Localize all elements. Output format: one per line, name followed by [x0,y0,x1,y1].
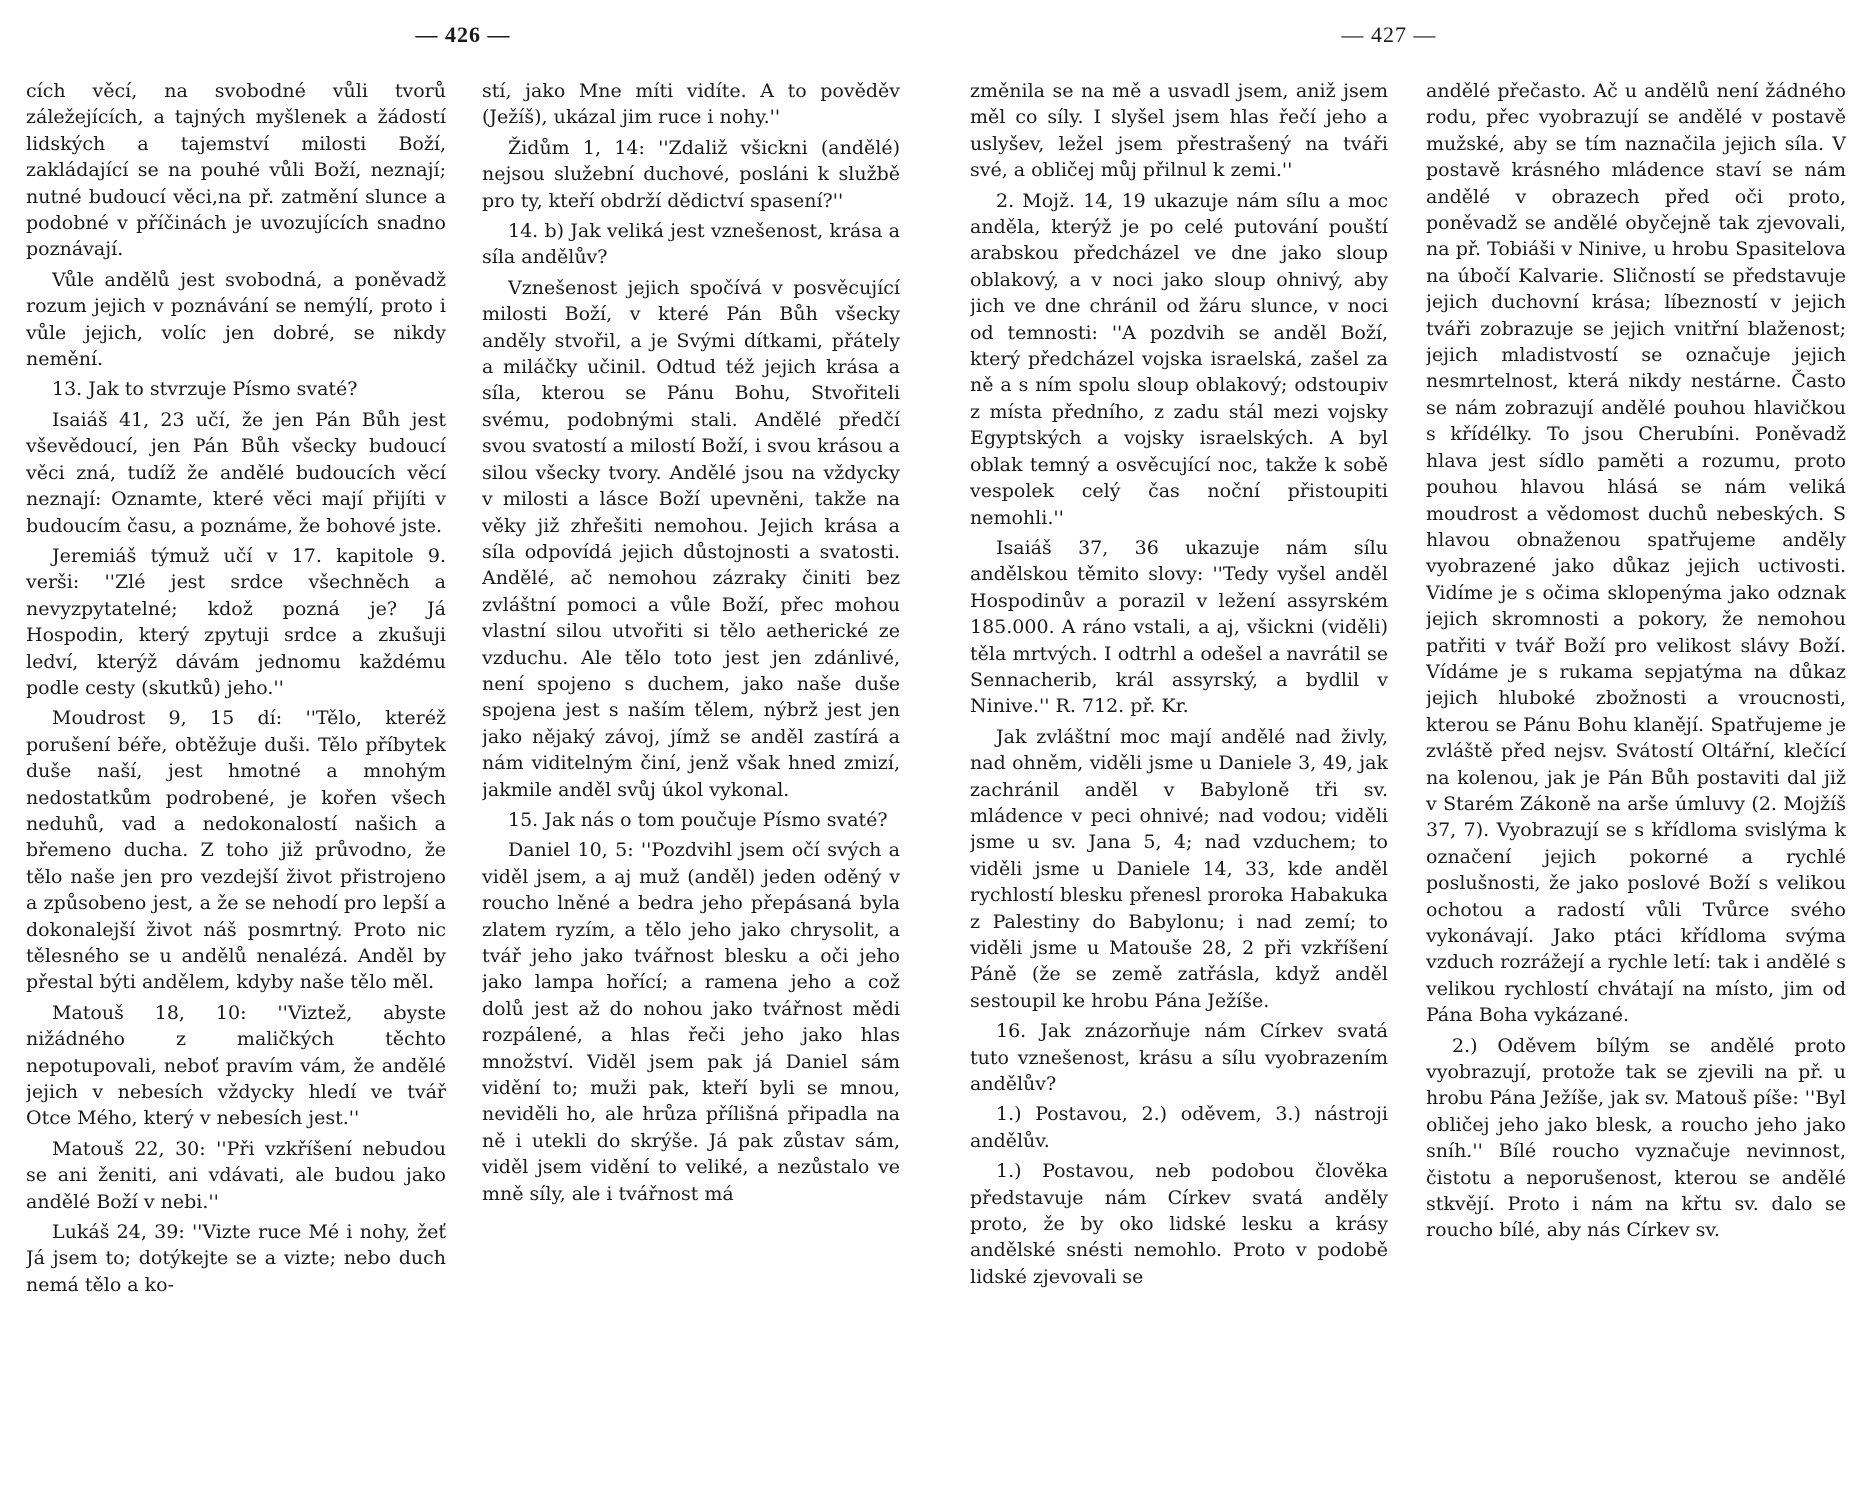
paragraph: Jak zvláštní moc mají andělé nad živly, nad ohněm, viděli jsme u Daniele 3, 49, jak zachránil anděl v Babyloně tři sv. mládence v peci ohnivé; nad vodou; viděli jsme u sv. Jana 5, 4; nad vzduchem; to viděli jsme u Daniele 14, 33, kde anděl rychlostí blesku přenesl proroka Habakuka z Palestiny do Babylonu; i nad zemí; to viděli jsme u Matouše 28, 2 při vzkříšení Páně (že se země zatřásla, když anděl sestoupil ke hrobu Pána Ježíše. [970,725,1388,1012]
paragraph: stí, jako Mne míti vidíte. A to pověděv (Ježíš), ukázal jim ruce i nohy.'' [482,80,900,129]
text-column [26,78,446,1478]
paragraph: 1.) Postavou, 2.) oděvem, 3.) nástroji andělův. [970,1103,1388,1152]
text-column [482,78,900,1478]
paragraph: 15. Jak nás o tom poučuje Písmo svaté? [508,808,888,831]
paragraph: Vůle andělů jest svobodná, a poněvadž rozum jejich v poznávání se nemýlí, proto i vůle jejich, volíc jen dobré, se nikdy nemění. [26,268,446,371]
paragraph: 14. b) Jak veliká jest vznešenost, krása a síla andělův? [482,220,900,269]
paragraph: Isaiáš 41, 23 učí, že jen Pán Bůh jest vševědoucí, jen Pán Bůh všecky budoucí věci zná, tudíž že andělé budoucích věcí neznají: Oznamte, které věci mají přijíti v budoucím času, a poznáme, že bohové jste. [26,408,446,537]
paragraph: Židům 1, 14: ''Zdaliž všickni (andělé) nejsou služební duchové, posláni k službě pro ty, kteří obdrží dědictví spasení?'' [482,136,900,212]
page-427 [926,0,1852,1500]
paragraph: Jeremiáš týmuž učí v 17. kapitole 9. verši: ''Zlé jest srdce všechněch a nevyzpytatelné; kdož pozná je? Já Hospodin, který zpytuji srdce a zkušuji ledví, kterýž dávám jednomu každému podle cesty (skutků) jeho.'' [26,544,446,699]
paragraph: Isaiáš 37, 36 ukazuje nám sílu andělskou těmito slovy: ''Tedy vyšel anděl Hospodinův a porazil v ležení assyrském 185.000. A ráno vstali, a aj, všickni (viděli) těla mrtvých. I odtrhl a odešel a navrátil se Sennacherib, král assyrský, a bydlil v Ninive.'' R. 712. př. Kr. [970,536,1388,718]
paragraph: Lukáš 24, 39: ''Vizte ruce Mé i nohy, žeť Já jsem to; dotýkejte se a vizte; nebo duch nemá tělo a ko- [26,1221,446,1296]
paragraph: 2.) Oděvem bílým se andělé proto vyobrazují, protože tak se zjevili na př. u hrobu Pána Ježíše, jak sv. Matouš píše: ''Byl obličej jeho jako blesk, a roucho jeho jako sníh.'' Bílé roucho vyznačuje nevinnost, čistotu a neporušenost, kterou se andělé stkvějí. Proto i nám na křtu sv. dalo se roucho bílé, aby nás Církev sv. [1426,1034,1846,1242]
paragraph: 13. Jak to stvrzuje Písmo svaté? [52,378,358,401]
text-column [1426,78,1846,1478]
paragraph: Moudrost 9, 15 dí: ''Tělo, kteréž porušení béře, obtěžuje duši. Tělo příbytek duše naší, jest hmotné a mnohým nedostatkům podrobené, je kořen všech neduhů, vad a nedokonalostí našich a břemeno ducha. Z toho již průvodno, že tělo naše jen pro vezdejší život přistrojeno a způsobeno jest, a že se nehodí pro lepší a dokonalejší život náš posmrtný. Proto nic tělesného se u andělů nenalézá. Anděl by přestal býti andělem, kdyby naše tělo měl. [26,707,446,994]
paragraph: 2. Mojž. 14, 19 ukazuje nám sílu a moc anděla, kterýž je po celé putování pouští arabskou předcházel ve dne jako sloup oblakový, a v noci jako sloup ohnivý, aby jich ve dne chránil od žáru slunce, v noci od temnosti: ''A pozdvih se anděl Boží, který předcházel vojska israelská, zašel za ně a s ním spolu sloup oblakový; odstoupiv z místa předního, z zadu stál mezi vojsky Egyptských a vojsky israelských. A byl oblak temný a osvěcující noc, takže k sobě vespolek celý čas noční přistoupiti nemohli.'' [970,189,1388,529]
page-number: — 426 — [415,22,511,47]
paragraph: Matouš 18, 10: ''Viztež, abyste nižádného z maličkých těchto nepotupovali, neboť pravím vám, že andělé jejich v nebesích vždycky hledí ve tvář Otce Mého, který v nebesích jest.'' [26,1001,446,1130]
paragraph: 1.) Postavou, neb podobou člověka představuje nám Církev svatá anděly proto, že by oko lidské lesku a krásy andělské snésti nemohlo. Proto v podobě lidské zjevovali se [970,1160,1388,1288]
paragraph: cích věcí, na svobodné vůli tvorů záležejících, a tajných myšlenek a žádostí lidských a tajemství milosti Boží, zakládající se na pouhé vůli Boží, neznají; nutné budoucí věci,na př. zatmění slunce a podobné v příčinách je uvozujících snadno poznávají. [26,80,446,261]
page-number: — 427 — [1341,22,1437,47]
paragraph: andělé přečasto. Ač u andělů není žádného rodu, přec vyobrazují se andělé v postavě mužské, aby se tím naznačila jejich síla. V postavě krásného mládence staví se nám andělé v obrazech před oči proto, poněvadž se andělé obyčejně tak zjevovali, na př. Tobiáši v Ninive, u hrobu Spasitelova na úbočí Kalvarie. Sličností se představuje jejich duchovní krása; líbezností v jejich tváři zobrazuje se jejich vnitřní blaženost; jejich mladistvostí se označuje jejich nesmrtelnost, která nikdy nestárne. Často se nám zobrazují andělé pouhou hlavičkou s křídélky. To jsou Cherubíni. Poněvadž hlava jest sídlo paměti a rozumu, proto pouhou hlavou hlásá se nám veliká moudrost a vědomost duchů nebeských. S hlavou obnaženou spatřujeme anděly vyobrazené jako důkaz jejich uctivosti. Vidíme je s očima sklopenýma jako odznak jejich skromnosti a pokory, že nemohou patřiti v tvář Boží pro velikost slávy Boží. Vídáme je s rukama sepjatýma na důkaz jejich hluboké zbožnosti a vroucnosti, kterou se Pánu Bohu klanějí. Spatřujeme je zvláště před nejsv. Svátostí Oltářní, klečící na kolenou, jak je Pán Bůh postaviti dal již v Starém Zákoně na arše úmluvy (2. Mojžíš 37, 7). Vyobrazují se s křídloma svislýma k označení jejich pokorné a rychlé poslušnosti, že jako poslové Boží s velikou ochotou a radostí vůli Tvůrce svého vykonávají. Jako ptáci křídloma svýma vzduch rozrážejí a rychle letí: tak i andělé s velikou rychlostí chvátají na místo, jim od Pána Boha vykázané. [1426,80,1846,1027]
paragraph: Vznešenost jejich spočívá v posvěcující milosti Boží, v které Pán Bůh všecky anděly stvořil, a je Svými dítkami, přátely a miláčky učinil. Odtud též jejich krása a síla, kterou se Pánu Bohu, Stvořiteli svému, podobnými stali. Andělé předčí svou svatostí a milostí Boží, i svou krásou a silou všecky tvory. Andělé jsou na vždycky v milosti a lásce Boží upevněni, takže na věky již zhřešiti nemohou. Jejich krása a síla odpovídá jejich důstojnosti a svatosti. Andělé, ač nemohou zázraky činiti bez zvláštní pomoci a vůle Boží, přec mohou vlastní silou utvořiti si tělo aetherické ze vzduchu. Ale tělo toto jest jen zdánlivé, není spojeno s duchem, jako naše duše spojena jest s naším tělem, nýbrž jest jen jako nějaký závoj, jímž se anděl zastírá a nám viditelným činí, jenž však hned zmizí, jakmile anděl svůj úkol vykonal. [482,276,900,801]
paragraph: 16. Jak znázorňuje nám Církev svatá tuto vznešenost, krásu a sílu vyobrazením andělův? [970,1020,1388,1096]
paragraph: Daniel 10, 5: ''Pozdvihl jsem očí svých a viděl jsem, a aj muž (anděl) jeden oděný v roucho lněné a bedra jeho přepásaná byla zlatem ryzím, a tělo jeho jako chrysolit, a tvář jeho jako tvářnost blesku a oči jeho jako lampa hořící; a ramena jeho a což dolů jest až do nohou jako tvářnost mědi rozpálené, a hlas řeči jeho jako hlas množství. Viděl jsem pak já Daniel sám vidění to; muži pak, kteří byli se mnou, neviděli ho, ale hrůza přílišná připadla na ně i utekli do skrýše. Já pak zůstav sám, viděl jsem vidění to veliké, a nezůstalo ve mně síly, ale i tvářnost má [482,839,900,1205]
paragraph: Matouš 22, 30: ''Při vzkříšení nebudou se ani ženiti, ani vdávati, ale budou jako andělé Boží v nebi.'' [26,1137,446,1213]
text-column [970,78,1388,1478]
paragraph: změnila se na mě a usvadl jsem, aniž jsem měl co síly. I slyšel jsem hlas řečí jeho a uslyšev, ležel jsem přestrašený na tváři své, a obličej můj přilnul k zemi.'' [970,80,1388,182]
